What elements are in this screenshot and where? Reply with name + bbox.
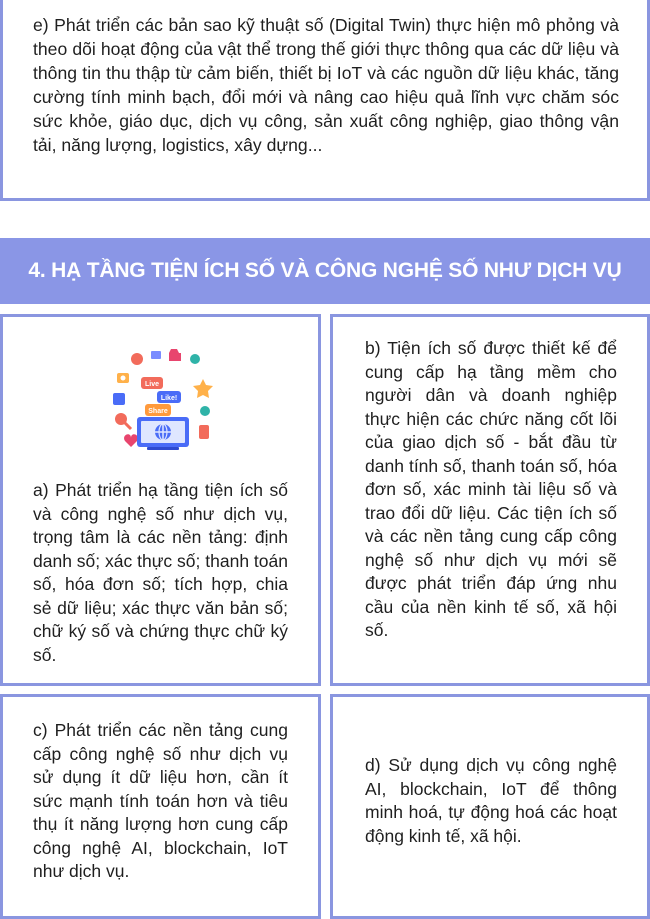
globe-small-icon [190,354,200,364]
svg-text:Share: Share [148,408,168,415]
card-c-text: c) Phát triển các nền tảng cung cấp công nghệ số như dịch vụ sử dụng ít dữ liệu hơn, cần ít sức mạnh tính toán hơn và tiêu thụ ít năng lượng hơn cung cấp công nghệ AI, blockchain, IoT như dịch vụ. [33,720,288,881]
section-e-box [0,0,650,201]
star-icon [193,379,213,398]
card-b-text: b) Tiện ích số được thiết kế để cung cấp hạ tầng mềm cho người dân và doanh nghiệp thực hiện các chức năng cốt lõi của giao dịch số - bắt đầu từ danh tính số, thanh toán số, hóa đơn số, xác minh tài liệu số và trao đổi dữ liệu. Các tiện ích số và các nền tảng cung cấp công nghệ số như dịch vụ mới sẽ được phát triển đáp ứng nhu cầu của nền kinh tế số, xã hội số. [365,338,617,640]
digital-services-illustration-icon [107,345,219,457]
section-4-banner [0,238,650,304]
card-d-text: d) Sử dụng dịch vụ công nghệ AI, blockchain, IoT để thông minh hoá, tự động hoá các hoạt động kinh tế, xã hội. [365,755,617,846]
svg-text:Live: Live [144,381,160,388]
card-a-text: a) Phát triển hạ tầng tiện ích số và công nghệ số như dịch vụ, trọng tâm là các nền tảng: định danh số; xác thực số; thanh toán số, hóa đơn số; tích hợp, chia sẻ dữ liệu; xác thực văn bản số; chữ ký số và chứng thực chữ ký số. [33,480,288,665]
card-a [0,314,321,686]
notification-icon [131,353,143,365]
card-c [0,694,321,919]
chart-icon [113,393,125,405]
heart-icon [124,434,138,447]
message-icon [151,351,161,359]
section-4-title: 4. HẠ TẦNG TIỆN ÍCH SỐ VÀ CÔNG NGHỆ SỐ NHƯ DỊCH VỤ [28,259,622,282]
card-b [330,314,650,686]
section-e-text: e) Phát triển các bản sao kỹ thuật số (Digital Twin) thực hiện mô phỏng và theo dõi hoạt động của vật thể trong thế giới thực thông qua các dữ liệu và thông tin thu thập từ cảm biến, thiết bị IoT và các nguồn dữ liệu khác, tăng cường tính minh bạch, đổi mới và nâng cao hiệu quả lĩnh vực chăm sóc sức khỏe, giáo dục, dịch vụ công, sản xuất công nghiệp, giao thông vận tải, năng lượng, logistics, xây dựng... [33,15,619,155]
svg-text:Like!: Like! [160,395,178,402]
phone-icon [199,425,209,439]
card-d [330,694,650,919]
location-icon [200,406,210,416]
shopping-bag-icon [169,349,181,361]
